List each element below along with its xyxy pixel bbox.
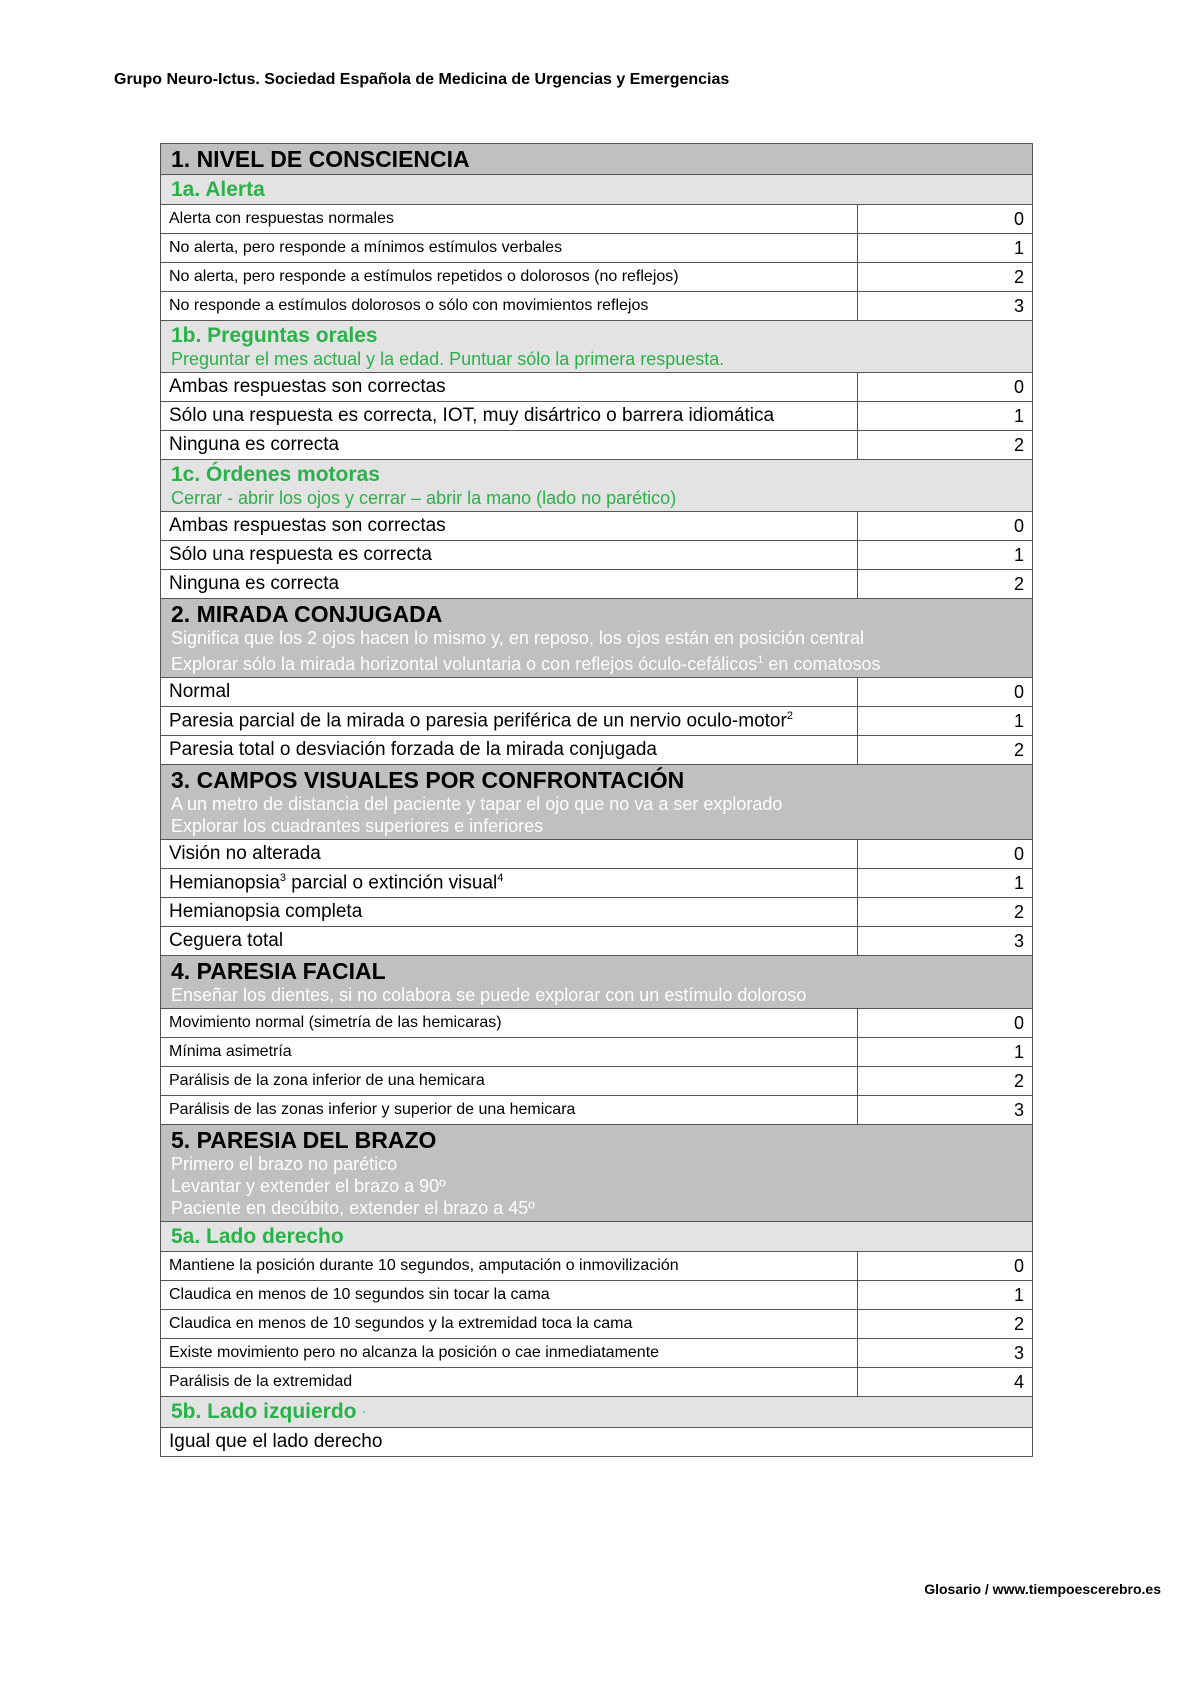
item-score: 2 (858, 570, 1033, 599)
item-score: 0 (858, 678, 1033, 707)
item-score: 1 (858, 402, 1033, 431)
item-label: Sólo una respuesta es correcta (161, 541, 858, 570)
item-label: No responde a estímulos dolorosos o sólo con movimientos reflejos (161, 292, 858, 321)
table-row (161, 736, 1033, 765)
section-note: Explorar sólo la mirada horizontal voluntaria o con reflejos óculo-cefálicos$^1$ en comatosos (171, 654, 881, 674)
subsection-1c-header (161, 460, 1033, 512)
subsection-note: Preguntar el mes actual y la edad. Puntuar sólo la primera respuesta. (171, 349, 725, 369)
item-score: 2 (858, 263, 1033, 292)
table-row (161, 1310, 1033, 1339)
table-row (161, 1096, 1033, 1125)
nihss-scale-table (160, 143, 1033, 1457)
table-row (161, 292, 1033, 321)
table-row (161, 707, 1033, 736)
table-row (161, 840, 1033, 869)
item-score: 2 (858, 1310, 1033, 1339)
section-title: 3. CAMPOS VISUALES POR CONFRONTACIÓN (171, 767, 685, 793)
item-score: 0 (858, 205, 1033, 234)
table-row (161, 869, 1033, 898)
item-score: 0 (858, 1009, 1033, 1038)
item-label: Paresia total o desviación forzada de la mirada conjugada (161, 736, 858, 765)
item-label: Ninguna es correcta (161, 431, 858, 460)
item-score: 1 (858, 541, 1033, 570)
subsection-1a-header (161, 175, 1033, 205)
table-row (161, 431, 1033, 460)
item-label: Mínima asimetría (161, 1038, 858, 1067)
subsection-1b-header (161, 321, 1033, 373)
section-title: 2. MIRADA CONJUGADA (171, 601, 443, 627)
item-score: 1 (858, 707, 1033, 736)
item-label: Ninguna es correcta (161, 570, 858, 599)
section-note: Primero el brazo no parético (171, 1154, 398, 1174)
table-row (161, 402, 1033, 431)
item-score: 1 (858, 234, 1033, 263)
item-label: Ambas respuestas son correctas (161, 512, 858, 541)
item-label: Ambas respuestas son correctas (161, 373, 858, 402)
item-label: Parálisis de las zonas inferior y superior de una hemicara (161, 1096, 858, 1125)
table-row (161, 205, 1033, 234)
section-3-header (161, 765, 1033, 840)
table-row (161, 373, 1033, 402)
section-title: 1. NIVEL DE CONSCIENCIA (171, 146, 470, 172)
section-note: Enseñar los dientes, si no colabora se puede explorar con un estímulo doloroso (171, 985, 807, 1005)
item-score: 2 (858, 898, 1033, 927)
document-footer: Glosario / www.tiempoescerebro.es (924, 1581, 1161, 1597)
item-score: 3 (858, 1339, 1033, 1368)
item-label: Mantiene la posición durante 10 segundos, amputación o inmovilización (161, 1252, 858, 1281)
item-score: 3 (858, 1096, 1033, 1125)
item-score: 1 (858, 869, 1033, 898)
subsection-5b-header (161, 1397, 1033, 1428)
subsection-mark: - (362, 1406, 366, 1418)
item-score: 0 (858, 1252, 1033, 1281)
section-5-header (161, 1125, 1033, 1222)
item-score: 0 (858, 512, 1033, 541)
section-note: Significa que los 2 ojos hacen lo mismo y, en reposo, los ojos están en posición central (171, 628, 865, 648)
table-row (161, 234, 1033, 263)
item-label: Hemianopsia completa (161, 898, 858, 927)
item-score: 2 (858, 1067, 1033, 1096)
item-label: Claudica en menos de 10 segundos y la extremidad toca la cama (161, 1310, 858, 1339)
section-title: 5. PARESIA DEL BRAZO (171, 1127, 437, 1153)
item-label: Parálisis de la extremidad (161, 1368, 858, 1397)
item-label: Claudica en menos de 10 segundos sin tocar la cama (161, 1281, 858, 1310)
table-row (161, 1368, 1033, 1397)
item-label: Existe movimiento pero no alcanza la posición o cae inmediatamente (161, 1339, 858, 1368)
subsection-title: 1a. Alerta (171, 178, 265, 201)
item-score: 0 (858, 840, 1033, 869)
item-score: 3 (858, 927, 1033, 956)
section-note: Levantar y extender el brazo a 90º (171, 1176, 446, 1196)
item-label: Hemianopsia$^3$ parcial o extinción visual$^4$ (161, 869, 858, 898)
item-score: 1 (858, 1038, 1033, 1067)
section-note: Paciente en decúbito, extender el brazo a 45º (171, 1198, 535, 1218)
item-score: 2 (858, 736, 1033, 765)
section-note: A un metro de distancia del paciente y tapar el ojo que no va a ser explorado (171, 794, 783, 814)
table-row (161, 541, 1033, 570)
table-row (161, 263, 1033, 292)
subsection-title: 1c. Órdenes motoras (171, 463, 380, 486)
subsection-5a-header (161, 1222, 1033, 1252)
table-row (161, 1339, 1033, 1368)
section-note: Explorar los cuadrantes superiores e inferiores (171, 816, 544, 836)
item-score: 2 (858, 431, 1033, 460)
document-header: Grupo Neuro-Ictus. Sociedad Española de Medicina de Urgencias y Emergencias (114, 71, 730, 88)
table-row (161, 1067, 1033, 1096)
item-label: Visión no alterada (161, 840, 858, 869)
item-label: Alerta con respuestas normales (161, 205, 858, 234)
section-title: 4. PARESIA FACIAL (171, 958, 386, 984)
table-row (161, 512, 1033, 541)
subsection-title: 5b. Lado izquierdo - (171, 1400, 366, 1423)
table-row (161, 927, 1033, 956)
item-label: No alerta, pero responde a estímulos repetidos o dolorosos (no reflejos) (161, 263, 858, 292)
table-row (161, 898, 1033, 927)
item-label: Paresia parcial de la mirada o paresia periférica de un nervio oculo-motor$^2$ (161, 707, 858, 736)
item-label: Igual que el lado derecho (161, 1427, 1033, 1456)
section-2-header (161, 599, 1033, 678)
subsection-title: 5a. Lado derecho (171, 1225, 344, 1248)
subsection-title: 1b. Preguntas orales (171, 324, 378, 347)
item-label: Normal (161, 678, 858, 707)
table-row (161, 1427, 1033, 1456)
section-1-header (161, 144, 1033, 175)
item-label: Sólo una respuesta es correcta, IOT, muy disártrico o barrera idiomática (161, 402, 858, 431)
item-score: 4 (858, 1368, 1033, 1397)
section-4-header (161, 956, 1033, 1009)
item-score: 0 (858, 373, 1033, 402)
item-label: Parálisis de la zona inferior de una hemicara (161, 1067, 858, 1096)
table-row (161, 1009, 1033, 1038)
item-label: No alerta, pero responde a mínimos estímulos verbales (161, 234, 858, 263)
item-score: 1 (858, 1281, 1033, 1310)
table-row (161, 570, 1033, 599)
table-row (161, 678, 1033, 707)
item-label: Movimiento normal (simetría de las hemicaras) (161, 1009, 858, 1038)
subsection-note: Cerrar - abrir los ojos y cerrar – abrir la mano (lado no parético) (171, 488, 677, 508)
item-label: Ceguera total (161, 927, 858, 956)
table-row (161, 1281, 1033, 1310)
table-row (161, 1252, 1033, 1281)
table-row (161, 1038, 1033, 1067)
item-score: 3 (858, 292, 1033, 321)
